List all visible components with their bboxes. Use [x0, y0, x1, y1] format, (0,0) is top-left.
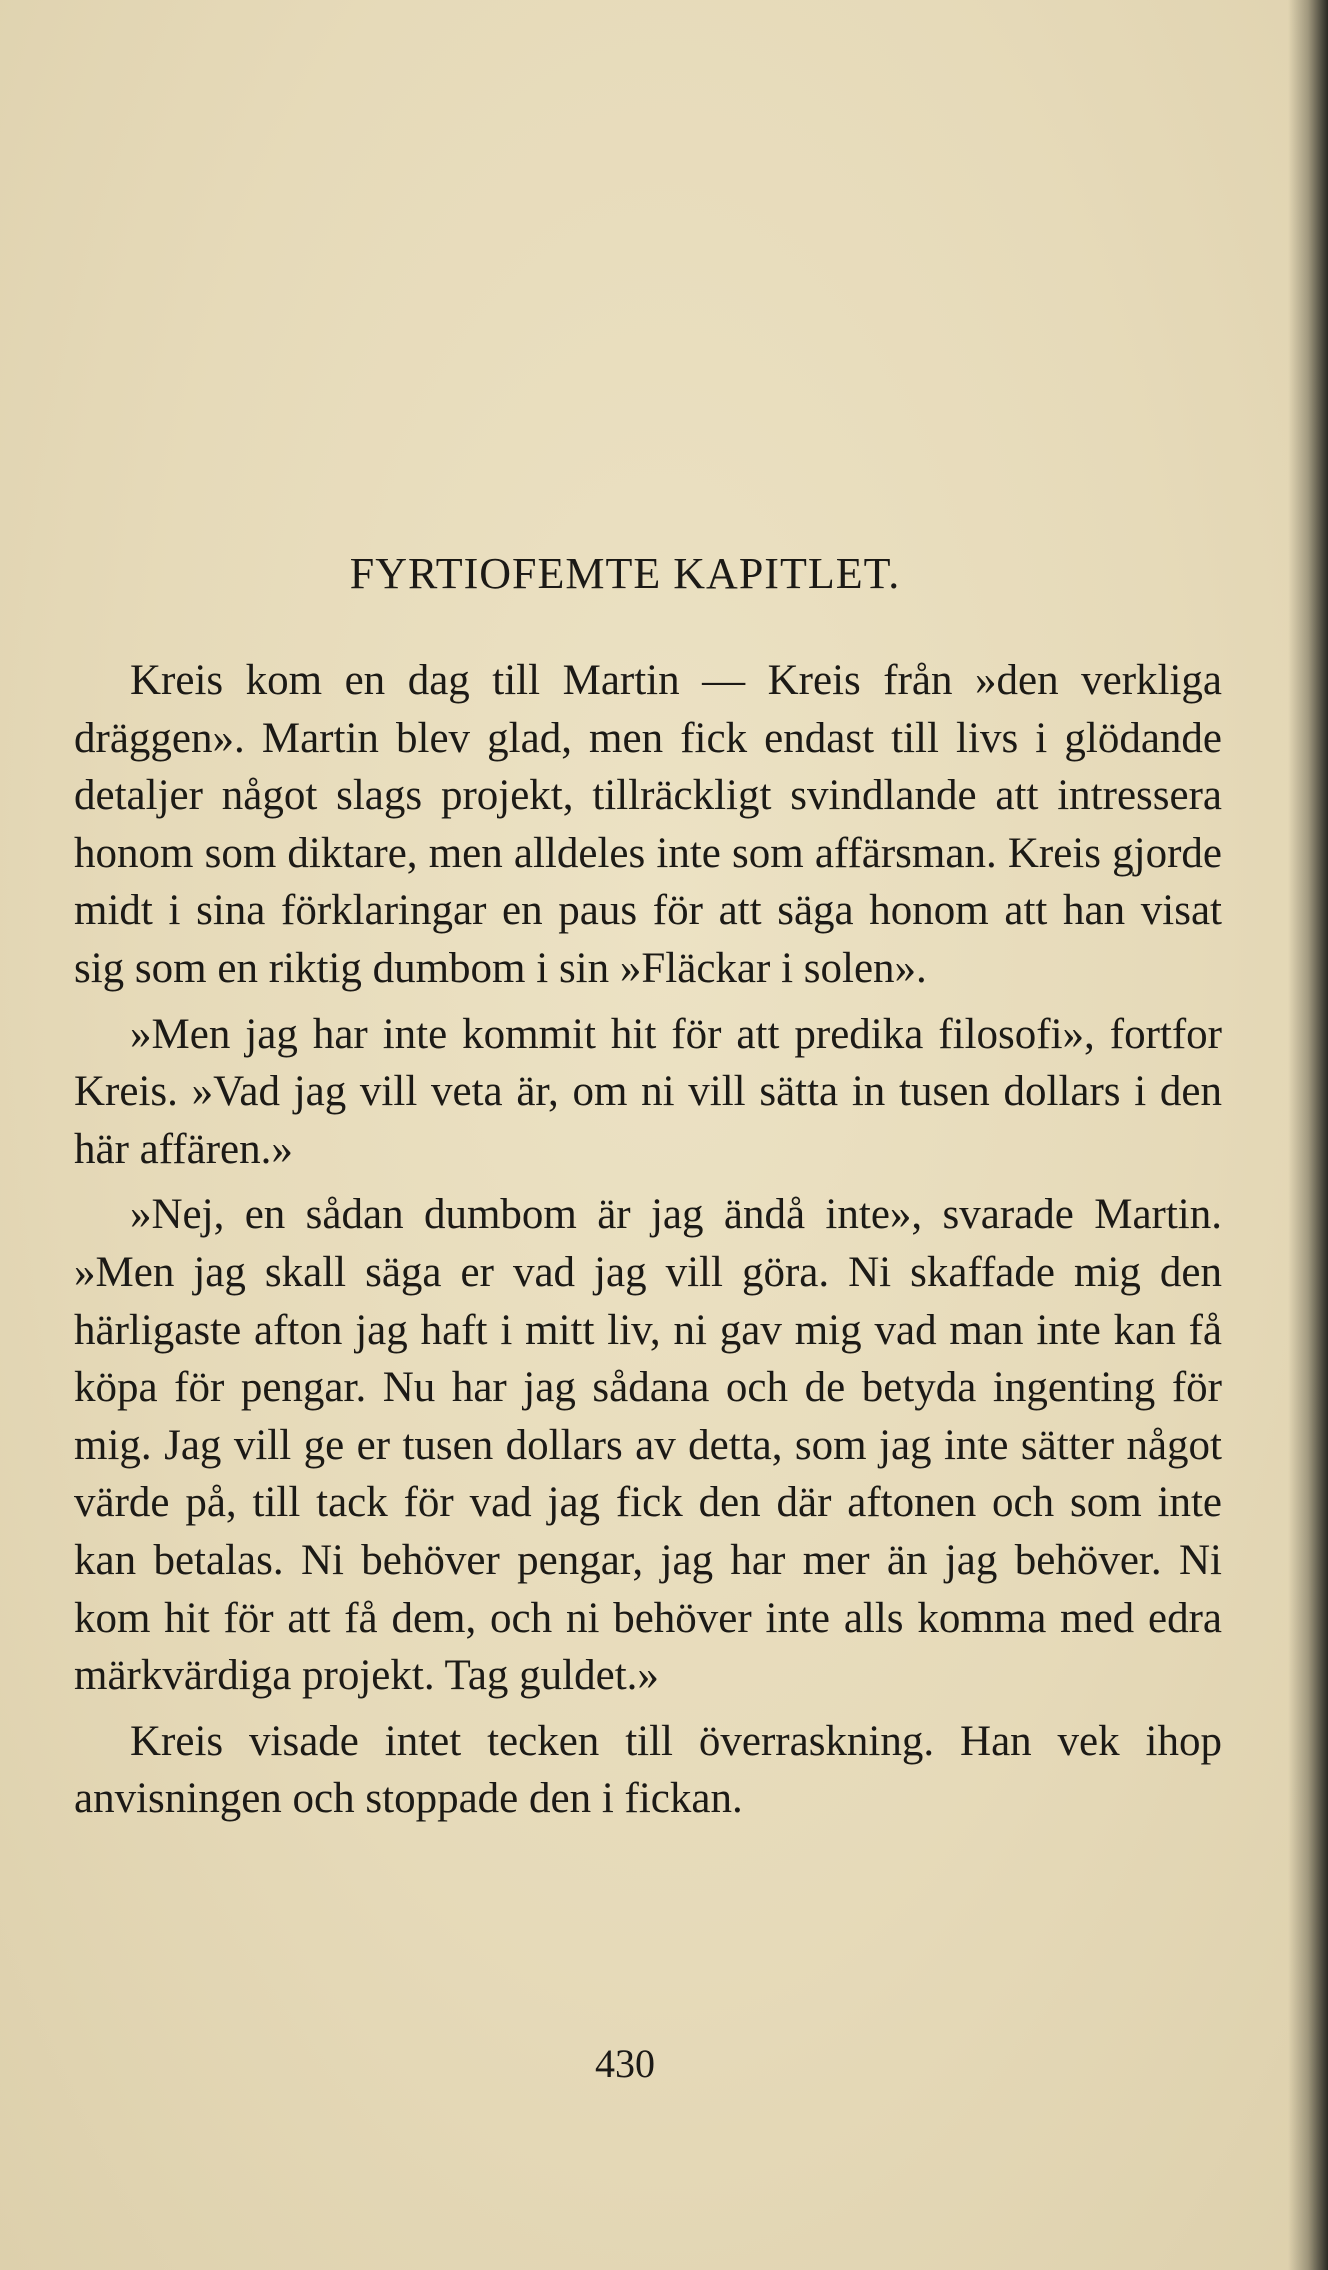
paragraph: »Men jag har inte kommit hit för att predika filosofi», fortfor Kreis. »Vad jag vill veta är, om ni vill sätta in tusen dollars i den här affären.» — [74, 1010, 1222, 1173]
paragraph: »Nej, en sådan dumbom är jag ändå inte», svarade Martin. »Men jag skall säga er vad jag vill göra. Ni skaffade mig den härligaste afton jag haft i mitt liv, ni gav mig vad man inte kan få köpa för pengar. Nu har jag sådana och de betyda ingenting för mig. Jag vill ge er tusen dollars av detta, som jag inte sätter något värde på, till tack för vad jag fick den där aftonen och som inte kan betalas. Ni behöver pengar, jag har mer än jag behöver. Ni kom hit för att få dem, och ni behöver inte alls komma med edra märkvärdiga projekt. Tag guldet.» — [74, 1191, 1222, 1700]
paragraph: Kreis kom en dag till Martin — Kreis från »den verkliga dräggen». Martin blev glad, men fick endast till livs i glödande detaljer något slags projekt, tillräckligt svindlande att intressera honom som diktare, men alldeles inte som affärsman. Kreis gjorde midt i sina förklaringar en paus för att säga honom att han visat sig som en riktig dumbom i sin »Fläckar i solen». — [74, 657, 1222, 992]
page-edge-shadow — [1288, 0, 1328, 2270]
chapter-title: FYRTIOFEMTE KAPITLET. — [349, 549, 901, 598]
page-number: 430 — [595, 2041, 655, 2086]
paragraph: Kreis visade intet tecken till överraskning. Han vek ihop anvisningen och stoppade den i fickan. — [74, 1717, 1222, 1823]
body-text — [74, 652, 1222, 1836]
